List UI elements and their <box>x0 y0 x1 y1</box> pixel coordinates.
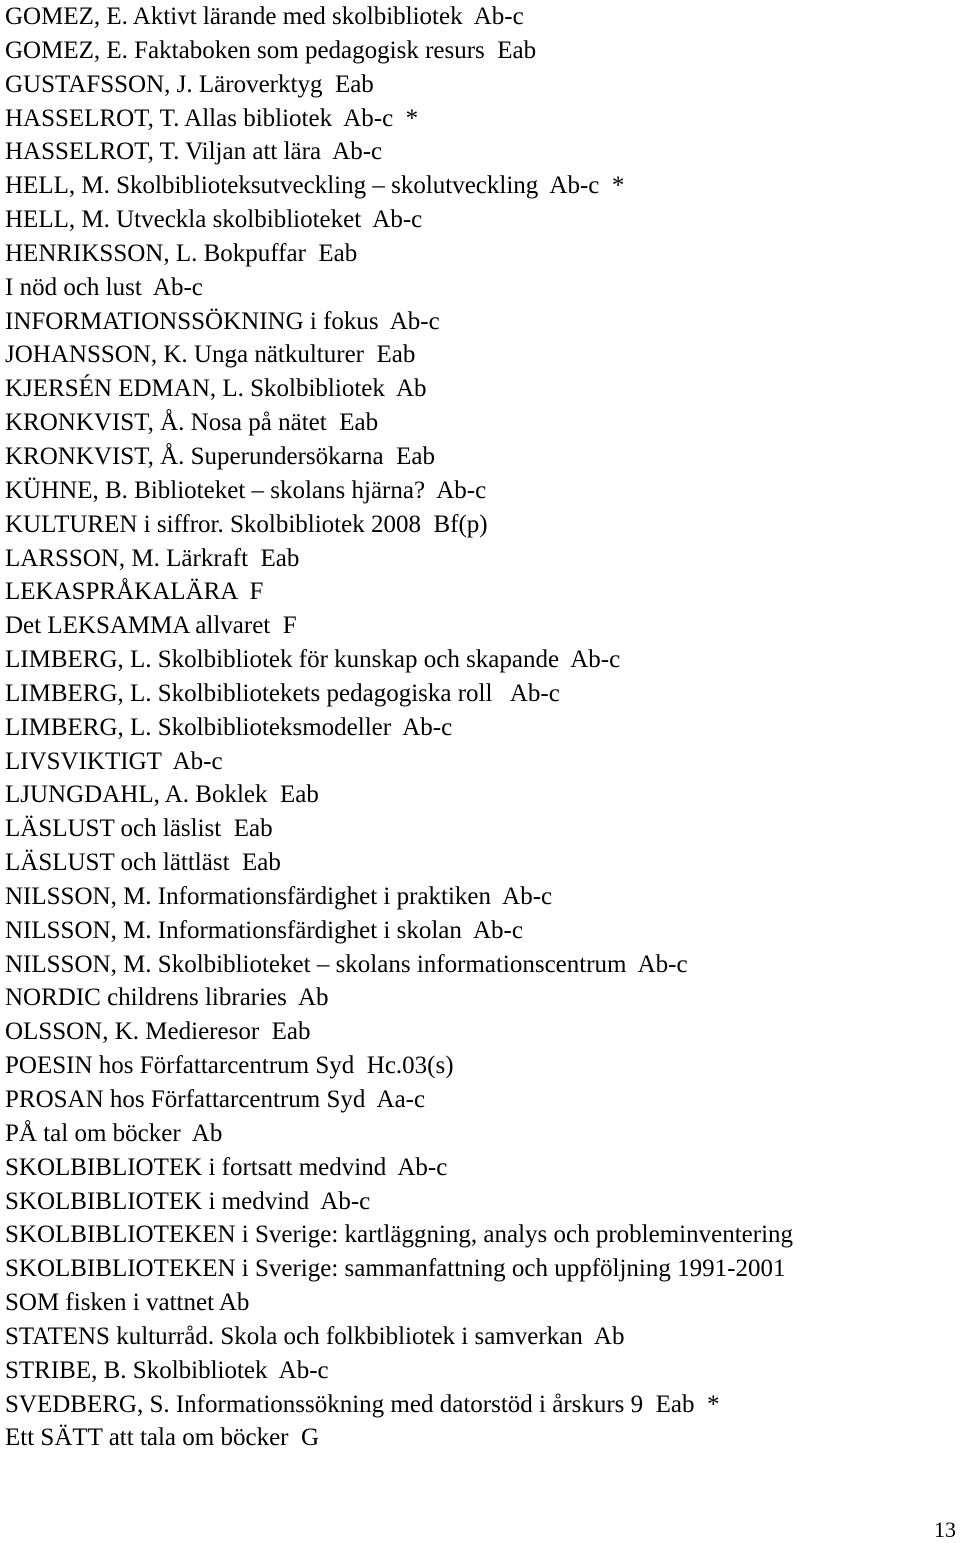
list-item: LIMBERG, L. Skolbibliotekets pedagogiska roll Ab-c <box>5 679 560 707</box>
list-item: INFORMATIONSSÖKNING i fokus Ab-c <box>5 307 440 335</box>
list-item: Ett SÄTT att tala om böcker G <box>5 1424 320 1452</box>
list-item: LÄSLUST och lättläst Eab <box>5 849 281 877</box>
page-number: 13 <box>934 1517 956 1542</box>
list-item: HASSELROT, T. Viljan att lära Ab-c <box>5 138 383 166</box>
list-item: SVEDBERG, S. Informationssökning med datorstöd i årskurs 9 Eab * <box>5 1390 720 1418</box>
list-item: PROSAN hos Författarcentrum Syd Aa-c <box>5 1086 426 1113</box>
list-item: SKOLBIBLIOTEK i fortsatt medvind Ab-c <box>5 1153 448 1181</box>
list-item: STRIBE, B. Skolbibliotek Ab-c <box>5 1356 329 1384</box>
list-item: KRONKVIST, Å. Superundersökarna Eab <box>5 442 436 470</box>
list-item: LIMBERG, L. Skolbiblioteksmodeller Ab-c <box>5 713 453 741</box>
list-item: SKOLBIBLIOTEK i medvind Ab-c <box>5 1187 371 1215</box>
list-item: SOM fisken i vattnet Ab <box>5 1289 250 1317</box>
list-item: JOHANSSON, K. Unga nätkulturer Eab <box>5 341 416 369</box>
list-item: NILSSON, M. Skolbiblioteket – skolans informationscentrum Ab-c <box>5 950 688 978</box>
list-item: KJERSÉN EDMAN, L. Skolbibliotek Ab <box>5 375 427 403</box>
list-item: HENRIKSSON, L. Bokpuffar Eab <box>5 239 358 267</box>
list-item: I nöd och lust Ab-c <box>5 273 203 301</box>
list-item: KULTUREN i siffror. Skolbibliotek 2008 Bf(p) <box>5 510 488 538</box>
list-item: POESIN hos Författarcentrum Syd Hc.03(s) <box>5 1052 454 1080</box>
list-item: SKOLBIBLIOTEKEN i Sverige: kartläggning, analys och probleminventering <box>5 1221 794 1249</box>
list-item: LÄSLUST och läslist Eab <box>5 815 273 843</box>
list-item: LIVSVIKTIGT Ab-c <box>5 747 223 775</box>
bibliography-list <box>5 0 960 1455</box>
list-item: STATENS kulturråd. Skola och folkbibliotek i samverkan Ab <box>5 1322 625 1350</box>
list-item: GOMEZ, E. Aktivt lärande med skolbibliotek Ab-c <box>5 3 524 30</box>
list-item: HELL, M. Utveckla skolbiblioteket Ab-c <box>5 206 423 234</box>
list-item: Det LEKSAMMA allvaret F <box>5 612 297 640</box>
list-item: NORDIC childrens libraries Ab <box>5 984 329 1012</box>
list-item: LARSSON, M. Lärkraft Eab <box>5 544 300 572</box>
list-item: NILSSON, M. Informationsfärdighet i skolan Ab-c <box>5 916 523 944</box>
list-item: LIMBERG, L. Skolbibliotek för kunskap och skapande Ab-c <box>5 646 621 674</box>
list-item: KRONKVIST, Å. Nosa på nätet Eab <box>5 409 379 437</box>
list-item: HASSELROT, T. Allas bibliotek Ab-c * <box>5 104 419 132</box>
list-item: KÜHNE, B. Biblioteket – skolans hjärna? Ab-c <box>5 476 487 504</box>
list-item: SKOLBIBLIOTEKEN i Sverige: sammanfattning och uppföljning 1991-2001 <box>5 1255 786 1283</box>
list-item: LJUNGDAHL, A. Boklek Eab <box>5 781 319 809</box>
list-item: LEKASPRÅKALÄRA F <box>5 578 264 606</box>
list-item: GUSTAFSSON, J. Läroverktyg Eab <box>5 70 374 98</box>
list-item: OLSSON, K. Medieresor Eab <box>5 1018 311 1046</box>
list-item: NILSSON, M. Informationsfärdighet i praktiken Ab-c <box>5 882 553 910</box>
list-item: GOMEZ, E. Faktaboken som pedagogisk resurs Eab <box>5 36 537 64</box>
list-item: PÅ tal om böcker Ab <box>5 1119 223 1147</box>
list-item: HELL, M. Skolbiblioteksutveckling – skolutveckling Ab-c * <box>5 172 625 200</box>
